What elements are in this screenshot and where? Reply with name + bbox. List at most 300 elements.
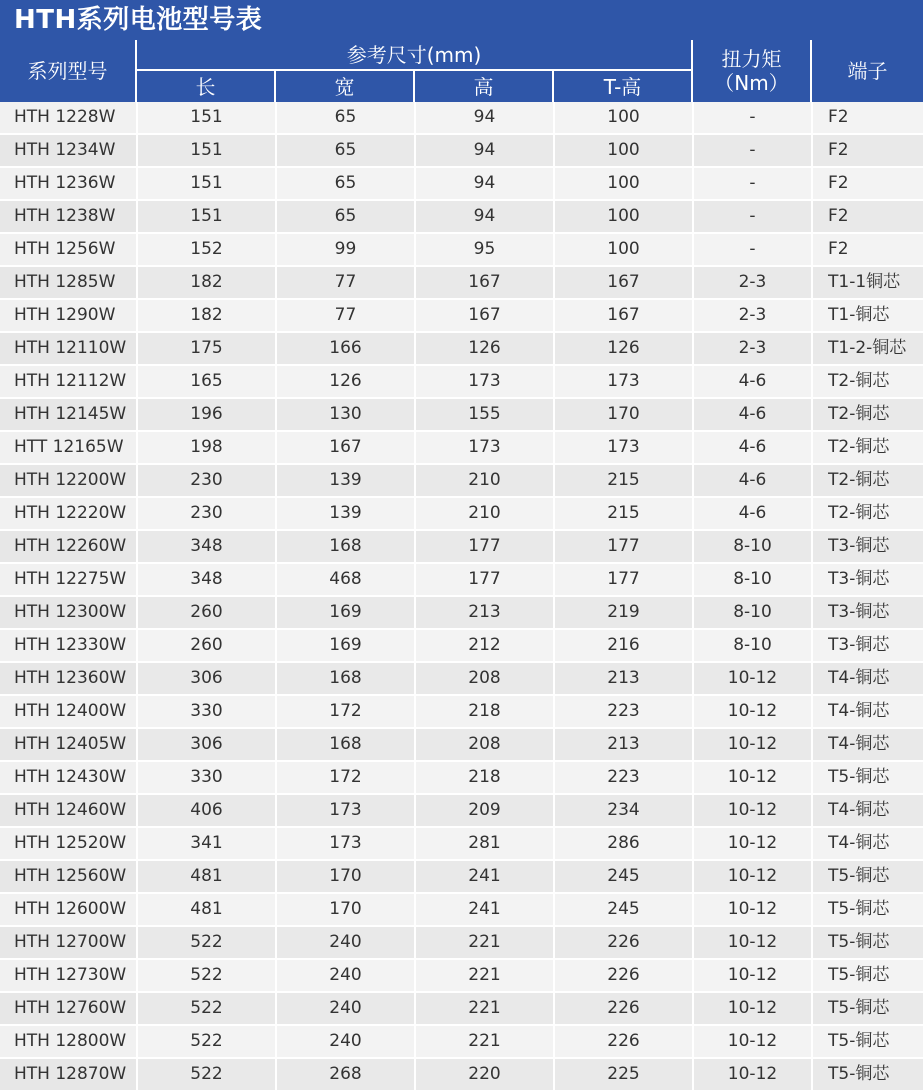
- table-row: [0, 234, 923, 267]
- cell-torque: -: [749, 239, 756, 259]
- column-divider: [275, 300, 277, 331]
- cell-height: 241: [468, 866, 501, 886]
- cell-model: HTT 12165W: [14, 437, 124, 457]
- column-divider: [811, 300, 813, 331]
- column-divider: [692, 894, 694, 925]
- cell-terminal: T4-铜芯: [828, 734, 890, 754]
- cell-height: 213: [468, 602, 501, 622]
- column-divider: [811, 201, 813, 232]
- column-divider: [811, 762, 813, 793]
- cell-width: 172: [329, 701, 362, 721]
- column-divider: [692, 1026, 694, 1057]
- cell-length: 152: [190, 239, 223, 259]
- cell-length: 151: [190, 206, 223, 226]
- column-divider: [553, 927, 555, 958]
- cell-width: 168: [329, 536, 362, 556]
- title-bar: [0, 0, 923, 40]
- cell-terminal: F2: [828, 140, 849, 160]
- cell-model: HTH 1238W: [14, 206, 116, 226]
- cell-height: 221: [468, 998, 501, 1018]
- cell-width: 77: [334, 272, 357, 292]
- column-divider: [811, 333, 813, 364]
- cell-length: 306: [190, 668, 223, 688]
- column-divider: [414, 399, 416, 430]
- cell-torque: 10-12: [727, 866, 778, 886]
- cell-total-height: 213: [607, 734, 640, 754]
- column-divider: [553, 597, 555, 628]
- cell-width: 139: [329, 503, 362, 523]
- cell-length: 481: [190, 899, 223, 919]
- cell-height: 95: [473, 239, 496, 259]
- cell-terminal: T3-铜芯: [828, 602, 890, 622]
- column-divider: [692, 168, 694, 199]
- cell-height: 221: [468, 1031, 501, 1051]
- table-row: [0, 102, 923, 135]
- cell-height: 220: [468, 1064, 501, 1084]
- table-row: [0, 960, 923, 993]
- cell-height: 210: [468, 503, 501, 523]
- cell-terminal: T1-2-铜芯: [828, 338, 907, 358]
- cell-model: HTH 12600W: [14, 899, 127, 919]
- cell-width: 166: [329, 338, 362, 358]
- cell-torque: 10-12: [727, 1064, 778, 1084]
- column-divider: [692, 993, 694, 1024]
- cell-height: 94: [473, 107, 496, 127]
- column-divider: [692, 1059, 694, 1090]
- column-divider: [811, 234, 813, 265]
- header-torque-label: 扭力矩: [721, 47, 782, 71]
- column-divider: [275, 366, 277, 397]
- table-row: [0, 399, 923, 432]
- cell-torque: 10-12: [727, 998, 778, 1018]
- column-divider: [811, 366, 813, 397]
- table-row: [0, 762, 923, 795]
- cell-terminal: F2: [828, 239, 849, 259]
- cell-terminal: T2-铜芯: [828, 404, 890, 424]
- column-divider: [136, 300, 138, 331]
- cell-width: 99: [334, 239, 357, 259]
- cell-model: HTH 12560W: [14, 866, 127, 886]
- table-row: [0, 795, 923, 828]
- column-divider: [692, 795, 694, 826]
- column-divider: [414, 960, 416, 991]
- cell-total-height: 234: [607, 800, 640, 820]
- column-divider: [136, 267, 138, 298]
- cell-total-height: 177: [607, 569, 640, 589]
- table-row: [0, 729, 923, 762]
- cell-terminal: T5-铜芯: [828, 1031, 890, 1051]
- column-divider: [275, 1026, 277, 1057]
- column-divider: [136, 366, 138, 397]
- column-divider: [553, 861, 555, 892]
- cell-terminal: T2-铜芯: [828, 437, 890, 457]
- cell-width: 169: [329, 635, 362, 655]
- cell-total-height: 245: [607, 899, 640, 919]
- column-divider: [553, 498, 555, 529]
- cell-terminal: T5-铜芯: [828, 1064, 890, 1084]
- column-divider: [275, 993, 277, 1024]
- column-divider: [811, 135, 813, 166]
- table-row: [0, 531, 923, 564]
- cell-model: HTH 1290W: [14, 305, 116, 325]
- column-divider: [692, 762, 694, 793]
- cell-model: HTH 12460W: [14, 800, 127, 820]
- column-divider: [275, 267, 277, 298]
- cell-torque: 8-10: [733, 635, 772, 655]
- cell-total-height: 100: [607, 239, 640, 259]
- cell-model: HTH 1285W: [14, 272, 116, 292]
- cell-width: 65: [334, 206, 357, 226]
- column-divider: [136, 828, 138, 859]
- column-divider: [553, 366, 555, 397]
- cell-width: 168: [329, 668, 362, 688]
- column-divider: [414, 168, 416, 199]
- cell-total-height: 226: [607, 998, 640, 1018]
- cell-height: 212: [468, 635, 501, 655]
- header-model: [0, 40, 137, 102]
- column-divider: [275, 927, 277, 958]
- cell-terminal: T5-铜芯: [828, 932, 890, 952]
- column-divider: [692, 597, 694, 628]
- column-divider: [275, 861, 277, 892]
- cell-total-height: 213: [607, 668, 640, 688]
- column-divider: [414, 234, 416, 265]
- column-divider: [414, 894, 416, 925]
- table-row: [0, 267, 923, 300]
- cell-length: 522: [190, 1064, 223, 1084]
- table-row: [0, 630, 923, 663]
- column-divider: [136, 729, 138, 760]
- cell-length: 260: [190, 602, 223, 622]
- cell-model: HTH 12110W: [14, 338, 127, 358]
- cell-height: 241: [468, 899, 501, 919]
- column-divider: [136, 1026, 138, 1057]
- column-divider: [553, 960, 555, 991]
- header-length-label: 长: [195, 74, 216, 99]
- cell-height: 208: [468, 668, 501, 688]
- cell-total-height: 167: [607, 305, 640, 325]
- column-divider: [692, 432, 694, 463]
- column-divider: [275, 201, 277, 232]
- cell-torque: 2-3: [738, 305, 767, 325]
- column-divider: [811, 894, 813, 925]
- cell-model: HTH 12760W: [14, 998, 127, 1018]
- column-divider: [811, 729, 813, 760]
- cell-total-height: 100: [607, 206, 640, 226]
- column-divider: [553, 531, 555, 562]
- column-divider: [553, 102, 555, 133]
- column-divider: [275, 168, 277, 199]
- cell-torque: 4-6: [738, 371, 767, 391]
- table-row: [0, 333, 923, 366]
- cell-length: 260: [190, 635, 223, 655]
- cell-width: 169: [329, 602, 362, 622]
- column-divider: [414, 1059, 416, 1090]
- column-divider: [811, 597, 813, 628]
- header-total-height: [554, 71, 693, 102]
- header-height-label: 高: [473, 74, 494, 99]
- cell-length: 151: [190, 173, 223, 193]
- table-row: [0, 168, 923, 201]
- column-divider: [692, 300, 694, 331]
- cell-total-height: 173: [607, 437, 640, 457]
- column-divider: [136, 762, 138, 793]
- column-divider: [553, 399, 555, 430]
- cell-width: 172: [329, 767, 362, 787]
- table-row: [0, 432, 923, 465]
- column-divider: [275, 564, 277, 595]
- column-divider: [414, 300, 416, 331]
- cell-terminal: T5-铜芯: [828, 965, 890, 985]
- cell-length: 330: [190, 701, 223, 721]
- table-row: [0, 894, 923, 927]
- cell-model: HTH 12405W: [14, 734, 127, 754]
- column-divider: [692, 135, 694, 166]
- column-divider: [692, 366, 694, 397]
- table-row: [0, 1059, 923, 1092]
- column-divider: [414, 531, 416, 562]
- cell-width: 468: [329, 569, 362, 589]
- cell-torque: 4-6: [738, 404, 767, 424]
- cell-length: 348: [190, 569, 223, 589]
- cell-torque: 10-12: [727, 701, 778, 721]
- column-divider: [414, 135, 416, 166]
- column-divider: [275, 234, 277, 265]
- cell-model: HTH 12220W: [14, 503, 127, 523]
- cell-terminal: T2-铜芯: [828, 503, 890, 523]
- cell-terminal: F2: [828, 107, 849, 127]
- cell-terminal: T5-铜芯: [828, 998, 890, 1018]
- column-divider: [811, 168, 813, 199]
- column-divider: [553, 663, 555, 694]
- cell-torque: -: [749, 140, 756, 160]
- cell-terminal: T4-铜芯: [828, 668, 890, 688]
- cell-torque: 2-3: [738, 338, 767, 358]
- column-divider: [811, 861, 813, 892]
- cell-torque: 10-12: [727, 1031, 778, 1051]
- column-divider: [136, 201, 138, 232]
- column-divider: [414, 927, 416, 958]
- cell-total-height: 177: [607, 536, 640, 556]
- column-divider: [275, 102, 277, 133]
- cell-height: 218: [468, 767, 501, 787]
- header-dimensions-label: 参考尺寸(mm): [346, 42, 482, 67]
- column-divider: [136, 894, 138, 925]
- table-row: [0, 498, 923, 531]
- column-divider: [553, 1059, 555, 1090]
- cell-model: HTH 1236W: [14, 173, 116, 193]
- column-divider: [136, 432, 138, 463]
- column-divider: [136, 498, 138, 529]
- cell-model: HTH 12800W: [14, 1031, 127, 1051]
- column-divider: [136, 234, 138, 265]
- column-divider: [275, 894, 277, 925]
- cell-torque: 10-12: [727, 734, 778, 754]
- column-divider: [136, 663, 138, 694]
- header-dimensions: [137, 40, 693, 71]
- column-divider: [414, 762, 416, 793]
- cell-width: 240: [329, 932, 362, 952]
- cell-total-height: 225: [607, 1064, 640, 1084]
- column-divider: [553, 234, 555, 265]
- column-divider: [275, 432, 277, 463]
- cell-length: 182: [190, 272, 223, 292]
- cell-terminal: T2-铜芯: [828, 371, 890, 391]
- cell-width: 240: [329, 1031, 362, 1051]
- column-divider: [553, 828, 555, 859]
- cell-total-height: 100: [607, 107, 640, 127]
- column-divider: [553, 201, 555, 232]
- cell-total-height: 215: [607, 470, 640, 490]
- column-divider: [275, 333, 277, 364]
- cell-total-height: 126: [607, 338, 640, 358]
- cell-terminal: T5-铜芯: [828, 767, 890, 787]
- column-divider: [692, 399, 694, 430]
- column-divider: [811, 399, 813, 430]
- cell-model: HTH 1256W: [14, 239, 116, 259]
- column-divider: [692, 234, 694, 265]
- column-divider: [553, 729, 555, 760]
- cell-total-height: 173: [607, 371, 640, 391]
- column-divider: [136, 960, 138, 991]
- cell-width: 173: [329, 800, 362, 820]
- cell-length: 230: [190, 470, 223, 490]
- cell-model: HTH 12400W: [14, 701, 127, 721]
- cell-width: 167: [329, 437, 362, 457]
- cell-model: HTH 12330W: [14, 635, 127, 655]
- column-divider: [811, 795, 813, 826]
- column-divider: [136, 696, 138, 727]
- cell-width: 126: [329, 371, 362, 391]
- header-model-label: 系列型号: [27, 59, 108, 83]
- table-row: [0, 300, 923, 333]
- column-divider: [136, 927, 138, 958]
- table-row: [0, 663, 923, 696]
- column-divider: [414, 1026, 416, 1057]
- column-divider: [692, 201, 694, 232]
- column-divider: [811, 630, 813, 661]
- table-row: [0, 465, 923, 498]
- column-divider: [414, 993, 416, 1024]
- cell-length: 196: [190, 404, 223, 424]
- cell-length: 522: [190, 932, 223, 952]
- cell-terminal: T1-1铜芯: [828, 272, 901, 292]
- cell-model: HTH 12360W: [14, 668, 127, 688]
- column-divider: [136, 168, 138, 199]
- column-divider: [136, 399, 138, 430]
- column-divider: [136, 1059, 138, 1090]
- column-divider: [136, 564, 138, 595]
- cell-terminal: T4-铜芯: [828, 833, 890, 853]
- column-divider: [811, 102, 813, 133]
- column-divider: [553, 135, 555, 166]
- column-divider: [275, 465, 277, 496]
- page-title: HTH系列电池型号表: [14, 5, 263, 35]
- cell-model: HTH 12200W: [14, 470, 127, 490]
- column-divider: [414, 861, 416, 892]
- column-divider: [811, 1059, 813, 1090]
- cell-torque: 10-12: [727, 800, 778, 820]
- column-divider: [136, 135, 138, 166]
- column-divider: [136, 531, 138, 562]
- cell-torque: 10-12: [727, 668, 778, 688]
- cell-height: 173: [468, 437, 501, 457]
- cell-height: 94: [473, 206, 496, 226]
- cell-terminal: T4-铜芯: [828, 800, 890, 820]
- column-divider: [811, 828, 813, 859]
- column-divider: [275, 729, 277, 760]
- column-divider: [414, 597, 416, 628]
- column-divider: [811, 465, 813, 496]
- column-divider: [553, 894, 555, 925]
- header-width: [276, 71, 415, 102]
- cell-torque: 4-6: [738, 470, 767, 490]
- cell-height: 210: [468, 470, 501, 490]
- table-row: [0, 135, 923, 168]
- cell-model: HTH 1234W: [14, 140, 116, 160]
- cell-total-height: 170: [607, 404, 640, 424]
- column-divider: [811, 1026, 813, 1057]
- cell-height: 177: [468, 569, 501, 589]
- cell-length: 481: [190, 866, 223, 886]
- cell-length: 151: [190, 107, 223, 127]
- column-divider: [136, 102, 138, 133]
- cell-model: HTH 12300W: [14, 602, 127, 622]
- column-divider: [811, 696, 813, 727]
- column-divider: [414, 795, 416, 826]
- cell-height: 167: [468, 272, 501, 292]
- cell-terminal: T1-铜芯: [828, 305, 890, 325]
- column-divider: [692, 960, 694, 991]
- cell-length: 151: [190, 140, 223, 160]
- cell-terminal: T3-铜芯: [828, 536, 890, 556]
- cell-terminal: T3-铜芯: [828, 635, 890, 655]
- column-divider: [275, 135, 277, 166]
- cell-length: 341: [190, 833, 223, 853]
- column-divider: [553, 465, 555, 496]
- column-divider: [136, 630, 138, 661]
- column-divider: [275, 399, 277, 430]
- column-divider: [275, 1059, 277, 1090]
- cell-total-height: 226: [607, 1031, 640, 1051]
- cell-model: HTH 12145W: [14, 404, 127, 424]
- column-divider: [553, 762, 555, 793]
- header-torque: [693, 40, 812, 102]
- column-divider: [692, 729, 694, 760]
- column-divider: [811, 993, 813, 1024]
- cell-model: HTH 1228W: [14, 107, 116, 127]
- cell-height: 126: [468, 338, 501, 358]
- column-divider: [811, 564, 813, 595]
- column-divider: [136, 993, 138, 1024]
- column-divider: [275, 960, 277, 991]
- cell-torque: 10-12: [727, 932, 778, 952]
- table-row: [0, 201, 923, 234]
- cell-width: 268: [329, 1064, 362, 1084]
- table-row: [0, 861, 923, 894]
- cell-torque: -: [749, 107, 756, 127]
- column-divider: [692, 267, 694, 298]
- column-divider: [811, 663, 813, 694]
- cell-model: HTH 12430W: [14, 767, 127, 787]
- cell-torque: 8-10: [733, 602, 772, 622]
- column-divider: [811, 927, 813, 958]
- column-divider: [692, 102, 694, 133]
- cell-length: 348: [190, 536, 223, 556]
- cell-torque: -: [749, 206, 756, 226]
- column-divider: [692, 498, 694, 529]
- column-divider: [553, 564, 555, 595]
